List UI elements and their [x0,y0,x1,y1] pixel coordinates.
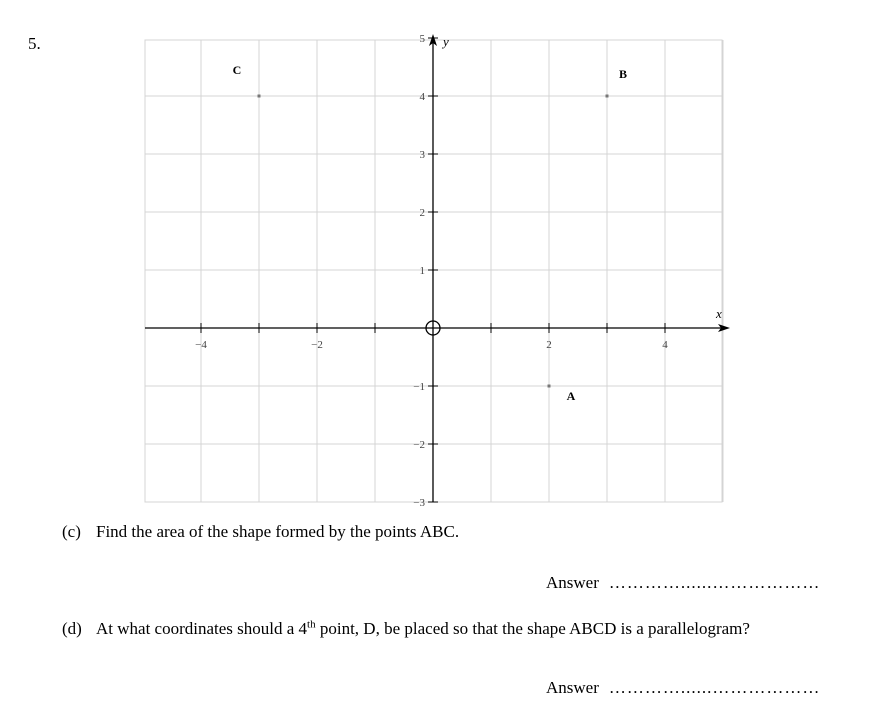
part-c-question [62,522,459,542]
point-c-label: C [232,63,242,77]
plotted-points [233,63,627,403]
y-tick-label: −1 [413,381,425,393]
part-c-answer-line[interactable] [546,573,820,593]
x-axis-label: x [716,306,722,321]
point-a-marker [548,385,551,388]
y-tick-label: 1 [419,265,425,277]
y-axis-label: y [443,34,449,49]
x-tick-label: −2 [311,339,323,351]
grid-lines [145,40,723,502]
x-tick-label: 4 [662,339,668,351]
question-number: 5. [28,34,41,53]
point-a-label: A [566,389,576,403]
part-c-text: Find the area of the shape formed by the points ABC. [96,522,460,541]
part-d-text-before: At what coordinates should a 4 [96,619,308,638]
y-tick-label: 3 [419,149,425,161]
point-c-marker [258,95,261,98]
part-d-answer-field[interactable]: …………......……………… [608,678,821,697]
part-c-label: (c) [62,522,81,541]
part-c-answer-label: Answer [546,573,599,592]
axes [145,34,730,502]
y-tick-label: −2 [413,439,425,451]
x-tick-label: −4 [195,339,207,351]
part-d-answer-label: Answer [546,678,599,697]
y-tick-label: 5 [419,33,425,45]
point-b-marker [606,95,609,98]
part-d-label: (d) [62,619,82,638]
point-b-label: B [618,67,628,81]
part-d-superscript: th [307,618,316,631]
tick-labels [195,33,668,509]
y-tick-label: 4 [419,91,425,103]
part-d-answer-line[interactable] [546,678,820,698]
part-c-answer-field[interactable]: …………......……………… [608,573,821,592]
part-d-question [62,619,750,639]
y-tick-label: −3 [413,497,425,509]
y-tick-label: 2 [419,207,425,219]
x-tick-label: 2 [546,339,552,351]
part-d-text-after: point, D, be placed so that the shape ABCD is a parallelogram? [315,619,750,638]
